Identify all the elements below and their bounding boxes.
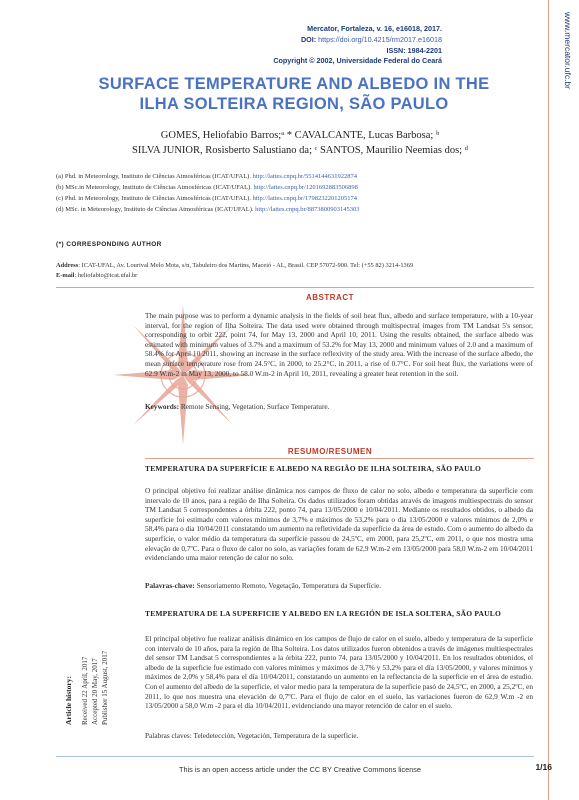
journal-citation: Mercator, Fortaleza, v. 16, e16018, 2017. (307, 24, 442, 33)
es-title: TEMPERATURA DE LA SUPERFICIE Y ALBEDO EN LA REGIÓN DE ISLA SOLTERA, SÃO PAULO (145, 609, 502, 618)
authors-line-1: GOMES, Heliofabio Barros;ᵃ * CAVALCANTE, Lucas Barbosa; ᵇ (160, 130, 440, 141)
resumo-heading: RESUMO/RESUMEN (287, 447, 373, 456)
lattes-link[interactable]: http://lattes.cnpq.br/5514144631922874 (252, 173, 357, 180)
affiliation-d: (d) MSc. in Meteorology, Instituto de Ciências Atmosféricas (ICAT/UFAL). http://lattes.cnpq.br/8873800903145303 (56, 206, 360, 213)
issn: ISSN: 1984-2201 (386, 45, 442, 55)
pt-keywords: Palavras-chave: Sensoriamento Remoto, Vegetação, Temperatura da Superfície. (145, 581, 382, 590)
doi-line (142, 35, 442, 46)
resumo-rule (145, 458, 534, 459)
pt-abstract: O principal objetivo foi realizar análise dinâmica nos campos de fluxo de calor no solo, albedo e temperatura da superfície com intervalo de 10 anos, para a região de Ilha Solteira. Os dados utilizados foram obtidas através de imagens multiespectrais do sensor TM Landsat 5 correspondentes a órbita 222, ponto 74, para 13/05/2000 e 10/04/2011. Mediante os resultados obtidos, o albedo da superfície foi estimado com valores mínimos de 3,7% e máximos de 53,2% para o dia 13/05/2000 e valores mínimos de 2,0% e 58,4% para o dia 10/04/2011 constatando um aumento na refletividade da superfície da área de estudo. Com o aumento do albedo da superfície, o valor médio da temperatura da superfície passou de 24,5ºC, em 2000, para 25,2ºC, em 2011, o que nos mostra uma elevação de 0,7ºC. Para o fluxo de calor no solo, as variações foram de 62,9 W.m-2 em 13/05/2000 para 58,0 W.m-2 em 10/04/2011 evidenciando uma maior retenção de calor no solo. (145, 486, 533, 563)
affiliation-c: (c) Phd. in Meteorology, Instituto de Ciências Atmosféricas (ICAT/UFAL). http://lattes.cnpq.br/1798232201205174 (56, 195, 357, 202)
lattes-link[interactable]: http://lattes.cnpq.br/1201692883506898 (253, 184, 358, 191)
sidebar-divider (548, 0, 549, 800)
affiliation-b: (b) MSc.in Meteorology, Instituto de Ciências Atmosféricas (ICAT/UFAL). http://lattes.cnpq.br/1201692883506898 (56, 184, 358, 191)
copyright: Copyright © 2002, Universidade Federal do Ceará (273, 56, 442, 66)
es-abstract: El principal objetivo fue realizar análisis dinámico en los campos de flujo de calor en el suelo, albedo y temperatura de la superficie con intervalo de 10 años, para la región de Ilha Solteira. Los datos utilizados fueron obtenidos a través de imágenes multiespectrales del sensor TM Landsat 5 correspondientes a la órbita 222, punto 74, para 13/05/2000 y 10/04/2011. En los resultados obtenidos, el albedo de la superficie fue estimado con valores mínimos y máximos de 3,7% y 53,2% para el día 13/05/2000, y valores mínimos y máximos de 2,0% y 58,4% para el día 10/04/2011, constatando un aumento en la reflectancia de la superficie en el área de estudio. Con el aumento del albedo de la superficie, el valor medio para la temperatura de la superficie pasó de 24,5ºC, en 2000, a 25,2ºC, en 2011, lo que nos muestra una elevación de 0,7ºC. Para el flujo de calor en el suelo, las variaciones fueron de 62,9 W.m -2 en 13/05/2000 a 58,0 W.m -2 para el día 10/04/2011, evidenciando una mayor retención de calor en el suelo. (145, 634, 533, 711)
page-number: 1/16 (535, 762, 552, 772)
article-history (64, 555, 124, 725)
corresponding-author-label: (*) CORRESPONDING AUTHOR (56, 241, 162, 248)
sidebar-url-text[interactable]: www.mercator.ufc.br (563, 12, 573, 89)
email-link[interactable]: : heliofabio@icat.ufal.br (74, 272, 138, 279)
lattes-link[interactable]: http://lattes.cnpq.br/1798232201205174 (252, 195, 357, 202)
lattes-link[interactable]: http://lattes.cnpq.br/8873800903145303 (255, 206, 360, 213)
sidebar-url[interactable] (555, 12, 575, 112)
doi-label: DOI: (300, 34, 317, 44)
affiliation-a: (a) Phd. in Meteorology, Instituto de Ciências Atmosféricas (ICAT/UFAL). http://lattes.cnpq.br/5514144631922874 (56, 173, 357, 180)
section-rule (56, 287, 534, 288)
es-keywords: Palabras claves: Teledetección, Vegetación, Temperatura de la superficie. (145, 731, 359, 740)
authors-line-2: SILVA JUNIOR, Rosisberto Salustiano da; ᶜ SANTOS, Maurilio Neemias dos; ᵈ (132, 145, 468, 156)
history-heading: Article history: (64, 676, 73, 725)
author-address: Address: ICAT-UFAL, Av. Lourival Melo Mota, s/n, Tabuleiro dos Martins, Maceió - AL, Brasil. CEP 57072-900. Tel: (+55 82) 3214-1369 E-mail: heliofabio@icat.ufal.br (56, 262, 414, 279)
history-received: Received 22 April, 2017 (81, 656, 89, 725)
abstract-heading: ABSTRACT (306, 293, 354, 302)
license-note[interactable]: This is an open access article under the CC BY Creative Commons license (179, 765, 421, 774)
pt-title: TEMPERATURA DA SUPERFÍCIE E ALBEDO NA REGIÃO DE ILHA SOLTEIRA, SÃO PAULO (145, 464, 481, 473)
journal-header (142, 24, 442, 67)
history-published: Publisher 15 August, 2017 (101, 650, 109, 725)
footer-rule (56, 756, 534, 757)
abstract-text: The main purpose was to perform a dynamic analysis in the fields of soil heat flux, albedo and surface temperature, with a 10-year interval, for the region of Ilha Solteira. The data used were obtained through multispectral images from TM Landsat 5's sensor, corresponding to orbit 222, point 74, for May 13, 2000 and April 10, 2011. Using the results obtained, the surface albedo was estimated with minimum values of 3.7% and a maximum of 53.2% for May 13, 2000 and minimum values of 2.0 and a maximum of 58.4% for April 10 2011, showing an increase in the surface reflexivity of the study area. With the increase of the surface albedo, the mean surface temperature rose from 24.5°C, in 2000, to 25.2°C, in 2011, a rise of 0.7°C. For soil heat flux, the variations were of 62.9 W.m-2 in May 13, 2000, to 58.0 W.m-2 in April 10, 2011, revealing a greater heat retention in the soil. (145, 311, 533, 378)
abstract-keywords: Keywords: Remote Sensing, Vegetation, Surface Temperature. (145, 402, 330, 411)
history-accepted: Accepted 20 May, 2017 (91, 658, 99, 725)
article-title: SURFACE TEMPERATURE AND ALBEDO IN THE ILHA SOLTEIRA REGION, SÃO PAULO (98, 75, 490, 113)
doi-link[interactable]: https://doi.org/10.4215/rm2017.e16018 (318, 34, 442, 44)
